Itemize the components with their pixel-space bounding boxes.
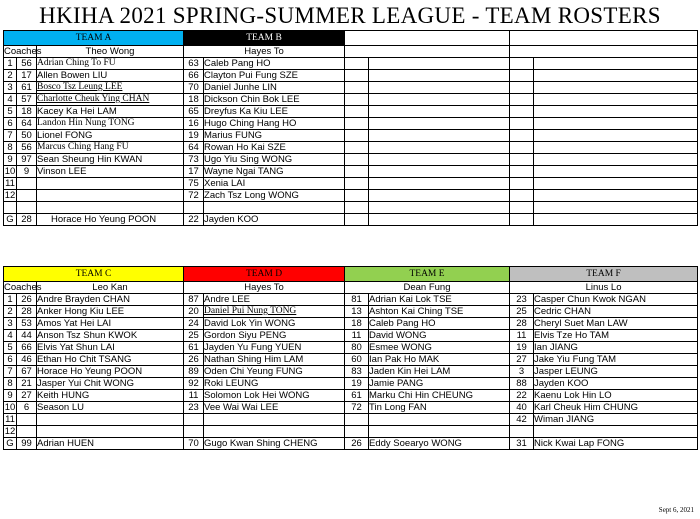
player-name: Hugo Ching Hang HO: [204, 118, 345, 130]
player-name: Kaenu Lok Hin LO: [534, 390, 698, 402]
table-row: [4, 178, 698, 190]
jersey-number: 17: [17, 70, 37, 82]
team-header-row: [4, 267, 698, 282]
row-number: 11: [5, 178, 15, 189]
player-name: Ian JIANG: [534, 342, 698, 354]
spacer-row: [4, 202, 698, 214]
player-name: [37, 82, 184, 94]
player-name: [369, 130, 510, 142]
jersey-number: 13: [345, 306, 369, 318]
jersey-number: [510, 178, 534, 190]
jersey-number: [510, 190, 534, 202]
player-name: Adrian Ching To FU: [37, 58, 184, 70]
player-name: Horace Ho Yeung POON: [37, 366, 184, 378]
player-name: [369, 82, 510, 94]
player-name: Andre LEE: [204, 294, 345, 306]
empty-coach: [345, 46, 510, 58]
jersey-number: 27: [17, 390, 37, 402]
player-name: [534, 58, 698, 70]
goalie-number: 26: [345, 438, 369, 450]
jersey-number: 11: [184, 390, 204, 402]
jersey-number: 11: [345, 330, 369, 342]
page-title: HKIHA 2021 SPRING-SUMMER LEAGUE - TEAM ROSTERS: [39, 3, 661, 28]
jersey-number: [17, 414, 37, 426]
table-row: [4, 58, 698, 70]
jersey-number: [184, 426, 204, 438]
player-name: Landon Hin Nung TONG: [37, 118, 184, 130]
player-name: Jayden Yu Fung YUEN: [204, 342, 345, 354]
player-name: [204, 306, 345, 318]
row-number: 9: [4, 390, 17, 402]
jersey-number: 44: [17, 330, 37, 342]
goalie-name: [369, 214, 510, 226]
jersey-number: [345, 130, 369, 142]
player-name: [37, 190, 184, 202]
row-number: 7: [4, 130, 17, 142]
goalie-label: G: [4, 214, 17, 226]
row-number: 9: [4, 154, 17, 166]
table-row: [4, 354, 698, 366]
player-name: [534, 166, 698, 178]
jersey-number: 72: [345, 402, 369, 414]
table-row: [4, 414, 698, 426]
team-header-row: [4, 31, 698, 46]
jersey-number: 61: [184, 342, 204, 354]
player-name: [534, 178, 698, 190]
player-name: Karl Cheuk Him CHUNG: [534, 402, 698, 414]
player-name: Ashton Kai Ching TSE: [369, 306, 510, 318]
goalie-number: 22: [184, 214, 204, 226]
player-name: Oden Chi Yeung FUNG: [204, 366, 345, 378]
player-name: Xenia LAI: [204, 178, 345, 190]
blank-cell: [510, 202, 534, 214]
row-number: 5: [4, 342, 17, 354]
roster-table-top: [3, 30, 698, 226]
player-name: [37, 178, 184, 190]
coaches-label: Coaches: [4, 46, 42, 57]
team-name-team_f: TEAM F: [510, 267, 698, 282]
player-name: Cheryl Suet Man LAW: [534, 318, 698, 330]
player-name: Tin Long FAN: [369, 402, 510, 414]
table-row: [4, 342, 698, 354]
goalie-number: 70: [184, 438, 204, 450]
jersey-number: [345, 154, 369, 166]
jersey-number: [345, 414, 369, 426]
player-name: [37, 426, 184, 438]
player-name: [369, 426, 510, 438]
blank-cell: [184, 202, 204, 214]
blank-cell: [345, 202, 369, 214]
jersey-number: 42: [510, 414, 534, 426]
coach-team_a: Theo Wong: [37, 46, 184, 58]
player-name: [37, 414, 184, 426]
table-row: [4, 318, 698, 330]
player-name: [534, 70, 698, 82]
player-name: Jaden Kin Hei LAM: [369, 366, 510, 378]
empty-header: [345, 31, 510, 46]
team-name-team_c: TEAM C: [4, 267, 184, 282]
jersey-number: 18: [184, 94, 204, 106]
jersey-number: 46: [17, 354, 37, 366]
row-number: 12: [4, 190, 16, 201]
jersey-number: 19: [345, 378, 369, 390]
goalie-name: Nick Kwai Lap FONG: [534, 438, 698, 450]
table-row: [4, 330, 698, 342]
row-number: 5: [4, 106, 17, 118]
row-number: 6: [4, 118, 17, 130]
jersey-number: 89: [184, 366, 204, 378]
team-name-team_b: TEAM B: [184, 31, 345, 46]
player-name: Allen Bowen LIU: [37, 70, 184, 82]
jersey-number: [17, 190, 37, 202]
player-name: [534, 82, 698, 94]
empty-coach: [510, 46, 698, 58]
jersey-number: 25: [510, 306, 534, 318]
table-row: [4, 294, 698, 306]
player-name: Ugo Yiu Sing WONG: [204, 154, 345, 166]
player-name: Caleb Pang HO: [204, 58, 345, 70]
player-name: Marius FUNG: [204, 130, 345, 142]
jersey-number: [345, 118, 369, 130]
player-name: Jake Yiu Fung TAM: [534, 354, 698, 366]
coach-team_c: Leo Kan: [37, 282, 184, 294]
table-row: [4, 402, 698, 414]
jersey-number: [17, 178, 37, 190]
jersey-number: [510, 166, 534, 178]
coach-team_b: Hayes To: [184, 46, 345, 58]
player-name: Adrian Kai Lok TSE: [369, 294, 510, 306]
goalie-number: [510, 214, 534, 226]
player-name: [534, 130, 698, 142]
table-row: [4, 130, 698, 142]
player-name-text: Bosco Tsz Leung LEE: [37, 82, 123, 92]
row-number: 8: [4, 142, 17, 154]
row-number: 8: [4, 378, 17, 390]
row-number: 4: [4, 330, 17, 342]
jersey-number: 17: [184, 166, 204, 178]
blank-cell: [17, 202, 37, 214]
goalie-number: 31: [510, 438, 534, 450]
jersey-number: 18: [17, 106, 37, 118]
blank-cell: [534, 202, 698, 214]
goalie-number: [345, 214, 369, 226]
jersey-number: 61: [345, 390, 369, 402]
jersey-number: 87: [184, 294, 204, 306]
jersey-number: 72: [184, 190, 204, 202]
goalie-number: 28: [17, 214, 37, 226]
player-name: Cedric CHAN: [534, 306, 698, 318]
jersey-number: 27: [510, 354, 534, 366]
player-name: [204, 414, 345, 426]
player-name: Dreyfus Ka Kiu LEE: [204, 106, 345, 118]
jersey-number: 66: [17, 342, 37, 354]
player-name: [369, 414, 510, 426]
player-name: Season LU: [37, 402, 184, 414]
row-number: 7: [4, 366, 17, 378]
jersey-number: 21: [17, 378, 37, 390]
team-name-team_e: TEAM E: [345, 267, 510, 282]
jersey-number: 22: [510, 390, 534, 402]
row-number: 12: [4, 426, 16, 437]
jersey-number: 18: [345, 318, 369, 330]
jersey-number: [510, 426, 534, 438]
jersey-number: 56: [17, 142, 37, 154]
player-name: Elvis Tze Ho TAM: [534, 330, 698, 342]
jersey-number: 11: [510, 330, 534, 342]
jersey-number: 23: [184, 402, 204, 414]
player-name: David WONG: [369, 330, 510, 342]
blank-cell: [369, 202, 510, 214]
jersey-number: 19: [510, 342, 534, 354]
player-name: Amos Yat Hei LAI: [37, 318, 184, 330]
jersey-number: 20: [184, 306, 204, 318]
player-name: David Lok Yin WONG: [204, 318, 345, 330]
row-number: 3: [4, 82, 17, 94]
player-name: [369, 166, 510, 178]
jersey-number: [510, 94, 534, 106]
player-name: Marcus Ching Hang FU: [37, 142, 184, 154]
player-name: [534, 190, 698, 202]
row-number: 2: [4, 70, 17, 82]
blank-cell: [204, 202, 345, 214]
table-row: [4, 70, 698, 82]
jersey-number: [510, 70, 534, 82]
empty-header: [510, 31, 698, 46]
jersey-number: [17, 426, 37, 438]
jersey-number: [510, 154, 534, 166]
jersey-number: 16: [184, 118, 204, 130]
table-row: [4, 378, 698, 390]
jersey-number: [510, 106, 534, 118]
jersey-number: [510, 58, 534, 70]
player-name: [534, 142, 698, 154]
jersey-number: [345, 58, 369, 70]
roster-table-bottom: [3, 266, 698, 450]
team-name-team_a: TEAM A: [4, 31, 184, 46]
jersey-number: 26: [17, 294, 37, 306]
player-name: [534, 118, 698, 130]
player-name: Jayden KOO: [534, 378, 698, 390]
player-name: [369, 94, 510, 106]
jersey-number: 23: [510, 294, 534, 306]
player-name: Marku Chi Hin CHEUNG: [369, 390, 510, 402]
row-number: 6: [4, 354, 17, 366]
goalie-name: Gugo Kwan Shing CHENG: [204, 438, 345, 450]
jersey-number: 66: [184, 70, 204, 82]
table-row: [4, 426, 698, 438]
coach-row: [4, 282, 698, 294]
player-name: Lionel FONG: [37, 130, 184, 142]
player-name: Anker Hong Kiu LEE: [37, 306, 184, 318]
player-name: [534, 154, 698, 166]
table-row: [4, 142, 698, 154]
player-name: Zach Tsz Long WONG: [204, 190, 345, 202]
jersey-number: [345, 142, 369, 154]
jersey-number: [345, 94, 369, 106]
coaches-label: Coaches: [4, 282, 42, 293]
jersey-number: 26: [184, 354, 204, 366]
jersey-number: 97: [17, 154, 37, 166]
row-number: 4: [4, 94, 17, 106]
goalie-name: Eddy Soearyo WONG: [369, 438, 510, 450]
jersey-number: 70: [184, 82, 204, 94]
row-number: 3: [4, 318, 17, 330]
player-name: Kacey Ka Hei LAM: [37, 106, 184, 118]
jersey-number: 6: [17, 402, 37, 414]
jersey-number: [345, 190, 369, 202]
coach-team_d: Hayes To: [184, 282, 345, 294]
jersey-number: 63: [184, 58, 204, 70]
player-name: Keith HUNG: [37, 390, 184, 402]
jersey-number: 65: [184, 106, 204, 118]
jersey-number: 25: [184, 330, 204, 342]
goalie-label: G: [4, 438, 17, 450]
team-name-team_d: TEAM D: [184, 267, 345, 282]
jersey-number: 67: [17, 366, 37, 378]
player-name: [369, 142, 510, 154]
player-name: Andre Brayden CHAN: [37, 294, 184, 306]
player-name: Ethan Ho Chit TSANG: [37, 354, 184, 366]
goalie-name: Jayden KOO: [204, 214, 345, 226]
player-name: [369, 154, 510, 166]
player-name: [369, 106, 510, 118]
coach-team_f: Linus Lo: [510, 282, 698, 294]
jersey-number: 19: [184, 130, 204, 142]
goalie-name: [534, 214, 698, 226]
table-row: [4, 390, 698, 402]
player-name: Dickson Chin Bok LEE: [204, 94, 345, 106]
player-name: [369, 178, 510, 190]
jersey-number: 64: [17, 118, 37, 130]
player-name: Clayton Pui Fung SZE: [204, 70, 345, 82]
jersey-number: 60: [345, 354, 369, 366]
player-name: Solomon Lok Hei WONG: [204, 390, 345, 402]
jersey-number: 24: [184, 318, 204, 330]
table-row: [4, 366, 698, 378]
player-name: Gordon Siyu PENG: [204, 330, 345, 342]
player-name: [369, 118, 510, 130]
jersey-number: 53: [17, 318, 37, 330]
goalie-row: [4, 438, 698, 450]
jersey-number: [510, 118, 534, 130]
jersey-number: 75: [184, 178, 204, 190]
jersey-number: 28: [17, 306, 37, 318]
goalie-row: [4, 214, 698, 226]
player-name: Vinson LEE: [37, 166, 184, 178]
jersey-number: [345, 178, 369, 190]
jersey-number: [510, 130, 534, 142]
player-name: Casper Chun Kwok NGAN: [534, 294, 698, 306]
coach-team_e: Dean Fung: [345, 282, 510, 294]
player-name: Elvis Yat Shun LAI: [37, 342, 184, 354]
player-name: Esmee WONG: [369, 342, 510, 354]
blank-cell: [4, 202, 17, 214]
row-number: 1: [4, 294, 17, 306]
table-row: [4, 154, 698, 166]
jersey-number: 40: [510, 402, 534, 414]
row-number: 11: [5, 414, 15, 425]
jersey-number: 80: [345, 342, 369, 354]
row-number: 2: [4, 306, 17, 318]
player-name: [534, 426, 698, 438]
player-name: [534, 94, 698, 106]
player-name: Jamie PANG: [369, 378, 510, 390]
player-name: [369, 70, 510, 82]
player-name: Wayne Ngai TANG: [204, 166, 345, 178]
jersey-number: 57: [17, 94, 37, 106]
blank-cell: [37, 202, 184, 214]
table-row: [4, 94, 698, 106]
row-number: 10: [4, 166, 16, 177]
player-name: Wiman JIANG: [534, 414, 698, 426]
jersey-number: 73: [184, 154, 204, 166]
player-name: Caleb Pang HO: [369, 318, 510, 330]
table-row: [4, 82, 698, 94]
player-name: Sean Sheung Hin KWAN: [37, 154, 184, 166]
jersey-number: [510, 82, 534, 94]
player-name: [204, 426, 345, 438]
player-name: Jasper LEUNG: [534, 366, 698, 378]
jersey-number: 9: [17, 166, 37, 178]
player-name: [369, 58, 510, 70]
row-number: 1: [4, 58, 17, 70]
goalie-number: 99: [17, 438, 37, 450]
jersey-number: 61: [17, 82, 37, 94]
table-row: [4, 166, 698, 178]
row-number: 10: [4, 402, 16, 413]
jersey-number: 92: [184, 378, 204, 390]
table-row: [4, 190, 698, 202]
player-name: Daniel Junhe LIN: [204, 82, 345, 94]
jersey-number: 83: [345, 366, 369, 378]
coach-row: [4, 46, 698, 58]
jersey-number: [345, 426, 369, 438]
jersey-number: 56: [17, 58, 37, 70]
jersey-number: [345, 82, 369, 94]
player-name: Anson Tsz Shun KWOK: [37, 330, 184, 342]
footer-date: Sept 6, 2021: [658, 506, 694, 514]
jersey-number: 3: [510, 366, 534, 378]
player-name: Ian Pak Ho MAK: [369, 354, 510, 366]
jersey-number: [345, 70, 369, 82]
player-name: Jasper Yui Chit WONG: [37, 378, 184, 390]
player-name: Vee Wai Wai LEE: [204, 402, 345, 414]
jersey-number: [184, 414, 204, 426]
player-name-text: Charlotte Cheuk Ying CHAN: [37, 94, 150, 104]
jersey-number: 28: [510, 318, 534, 330]
goalie-name: Horace Ho Yeung POON: [37, 214, 184, 226]
jersey-number: [510, 142, 534, 154]
table-row: [4, 306, 698, 318]
jersey-number: 64: [184, 142, 204, 154]
jersey-number: 50: [17, 130, 37, 142]
jersey-number: [345, 166, 369, 178]
player-name: [37, 94, 184, 106]
goalie-name: Adrian HUEN: [37, 438, 184, 450]
table-row: [4, 106, 698, 118]
player-name: Rowan Ho Kai SZE: [204, 142, 345, 154]
jersey-number: 88: [510, 378, 534, 390]
table-row: [4, 118, 698, 130]
player-name: Nathan Shing Him LAM: [204, 354, 345, 366]
player-name-text: Daniel Pui Nung TONG: [204, 306, 297, 316]
player-name: [534, 106, 698, 118]
jersey-number: 81: [345, 294, 369, 306]
jersey-number: [345, 106, 369, 118]
player-name: Roki LEUNG: [204, 378, 345, 390]
player-name: [369, 190, 510, 202]
